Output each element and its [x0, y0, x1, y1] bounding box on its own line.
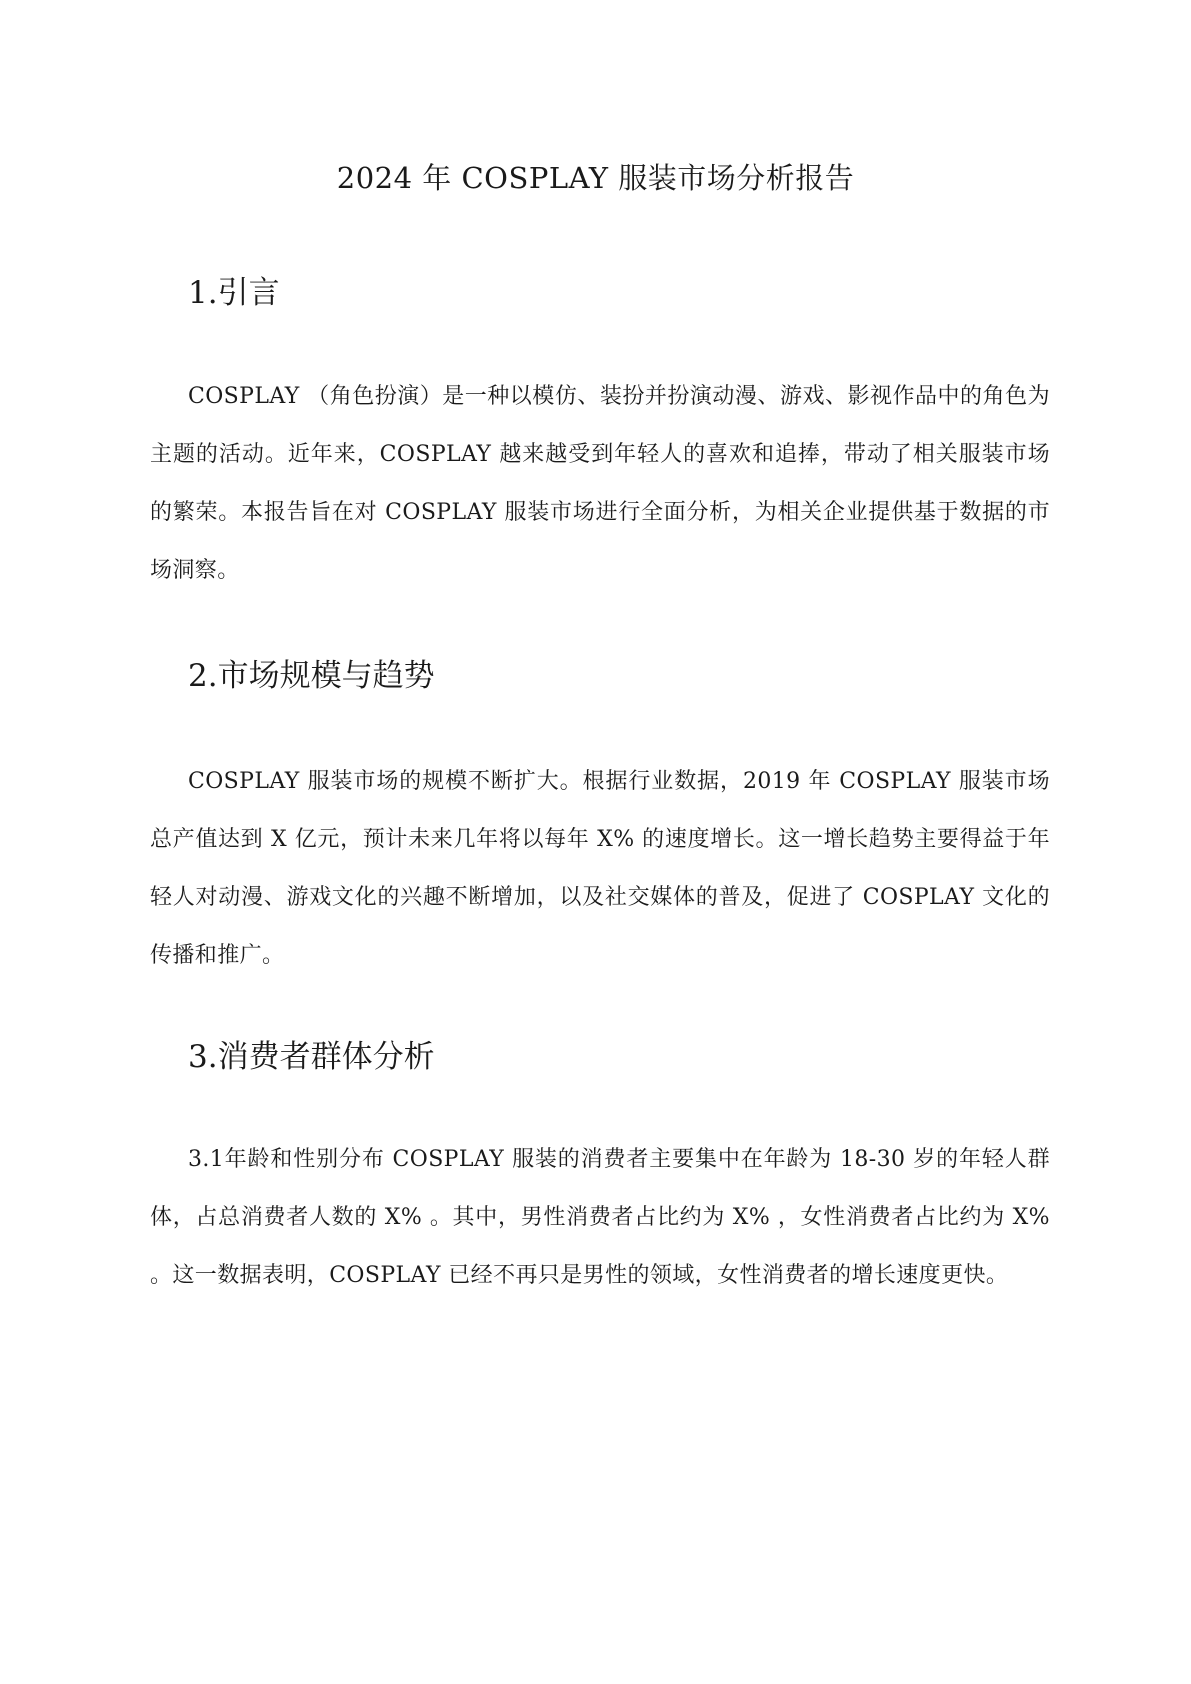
- section-paragraph-consumer-analysis: 3.1年龄和性别分布 COSPLAY 服装的消费者主要集中在年龄为 18-30 岁的年轻人群体，占总消费者人数的 X% 。其中，男性消费者占比约为 X% ，女性消费者占比约为 X% 。这一数据表明，COSPLAY 已经不再只是男性的领域，女性消费者的增长速度更快。: [150, 1147, 1050, 1288]
- section-heading-market-size: 2.市场规模与趋势: [188, 658, 435, 694]
- section-heading-consumer-analysis: 3.消费者群体分析: [188, 1039, 435, 1075]
- section-paragraph-introduction: COSPLAY （角色扮演）是一种以模仿、装扮并扮演动漫、游戏、影视作品中的角色为主题的活动。近年来，COSPLAY 越来越受到年轻人的喜欢和追捧，带动了相关服装市场的繁荣。本报告旨在对 COSPLAY 服装市场进行全面分析，为相关企业提供基于数据的市场洞察。: [150, 384, 1050, 583]
- document-title: 2024 年 COSPLAY 服装市场分析报告: [336, 161, 855, 195]
- section-heading-introduction: 1.引言: [188, 275, 280, 311]
- section-paragraph-market-size: COSPLAY 服装市场的规模不断扩大。根据行业数据，2019 年 COSPLAY 服装市场总产值达到 X 亿元，预计未来几年将以每年 X% 的速度增长。这一增长趋势主要得益于年轻人对动漫、游戏文化的兴趣不断增加，以及社交媒体的普及，促进了 COSPLAY 文化的传播和推广。: [150, 769, 1050, 968]
